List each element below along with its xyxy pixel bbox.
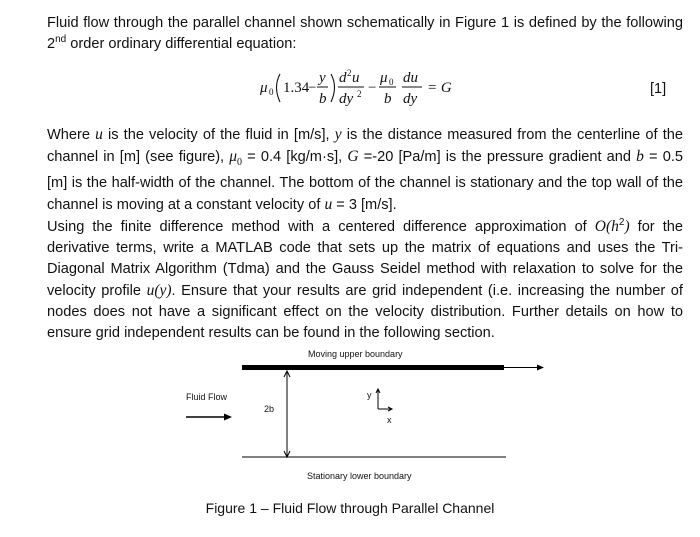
where-s7: = 3 [m/s]. (332, 196, 397, 213)
method-paragraph (47, 216, 683, 344)
var-mu0: μ (229, 148, 238, 165)
governing-equation (258, 64, 498, 110)
eq-mu-sub: 0 (269, 87, 274, 97)
intro-paragraph (47, 13, 683, 55)
where-s6: = 0.5 [m] is the half-width of the channel. The bottom of the channel is stationary and the top wall of the channel is moving at a constant velocity of (47, 149, 683, 213)
var-g: G (347, 148, 359, 165)
method-s2: for the derivative terms, write a MATLAB code that sets up the matrix of equations and uses the Tri-Diagonal Matrix Algorithm (Tdma) and the Gauss Seidel method with relaxation to solve for the velocity profile (47, 219, 683, 299)
eq-sup-top: 2 (347, 68, 352, 78)
channel-figure (180, 340, 550, 500)
where-s1: Where (47, 127, 96, 143)
eq-sup-bottom: 2 (357, 89, 362, 99)
eq-minus-2: − (368, 80, 377, 96)
eq-constant: 1.34 (283, 80, 310, 96)
where-s2: is the velocity of the fluid in [m/s], (102, 127, 335, 143)
var-u2: u (324, 195, 333, 213)
stationary-boundary-label: Stationary lower boundary (307, 471, 412, 481)
moving-boundary-label: Moving upper boundary (308, 349, 403, 359)
eq-minus-1: − (308, 80, 317, 96)
var-y: y (334, 126, 342, 143)
eq-y: y (319, 70, 326, 86)
eq-right-paren (331, 74, 335, 102)
intro-superscript: nd (55, 34, 67, 46)
fluid-flow-arrowhead (224, 414, 232, 421)
fluid-flow-label: Fluid Flow (186, 392, 228, 402)
method-s1: Using the finite difference method with a centered difference approximation of (47, 219, 595, 235)
var-u: u (95, 126, 103, 143)
eq-mu-frac-sub: 0 (389, 77, 394, 87)
eq-equals-g: = G (427, 80, 452, 96)
eq-u-top: u (352, 70, 360, 86)
x-axis-label: x (387, 415, 392, 425)
y-axis-label: y (367, 390, 372, 400)
eq-mu-frac: μ (380, 70, 388, 86)
intro-text-a: Fluid flow through the parallel channel shown schematically in Figure 1 is defined by the following 2 (47, 15, 683, 52)
order-close: ) (624, 218, 630, 235)
moving-upper-wall (242, 365, 504, 370)
wall-velocity-arrowhead (537, 365, 544, 371)
eq-dy-bottom: dy (339, 91, 354, 107)
order-sup: 2 (618, 217, 625, 229)
eq-du: du (403, 70, 418, 86)
where-s3: is the distance measured from the centerline of the channel in [m] (see figure), (47, 127, 683, 165)
equation-number: [1] (650, 81, 667, 97)
where-s5: =-20 [Pa/m] is the pressure gradient and (358, 149, 637, 165)
eq-b-frac: b (384, 91, 392, 107)
method-s3: . Ensure that your results are grid independent (i.e. increasing the number of nodes does not have a significant effect on the velocity distribution. Further details on how to ensure grid independent results can be found in the following section. (47, 283, 683, 341)
where-paragraph (47, 124, 683, 216)
eq-mu: μ (260, 80, 268, 96)
var-uy: u(y) (146, 282, 172, 299)
where-s4: = 0.4 [kg/m·s], (242, 149, 348, 165)
height-label: 2b (264, 404, 275, 414)
var-mu0-sub: 0 (237, 156, 243, 168)
eq-dy: dy (403, 91, 418, 107)
order-expr: O(h (594, 218, 619, 235)
figure-caption: Figure 1 – Fluid Flow through Parallel Channel (205, 500, 495, 516)
intro-text-b: order ordinary differential equation: (66, 36, 297, 52)
eq-d-top: d (339, 70, 347, 86)
var-b: b (636, 148, 644, 165)
eq-b: b (319, 91, 327, 107)
eq-left-paren (277, 74, 281, 102)
